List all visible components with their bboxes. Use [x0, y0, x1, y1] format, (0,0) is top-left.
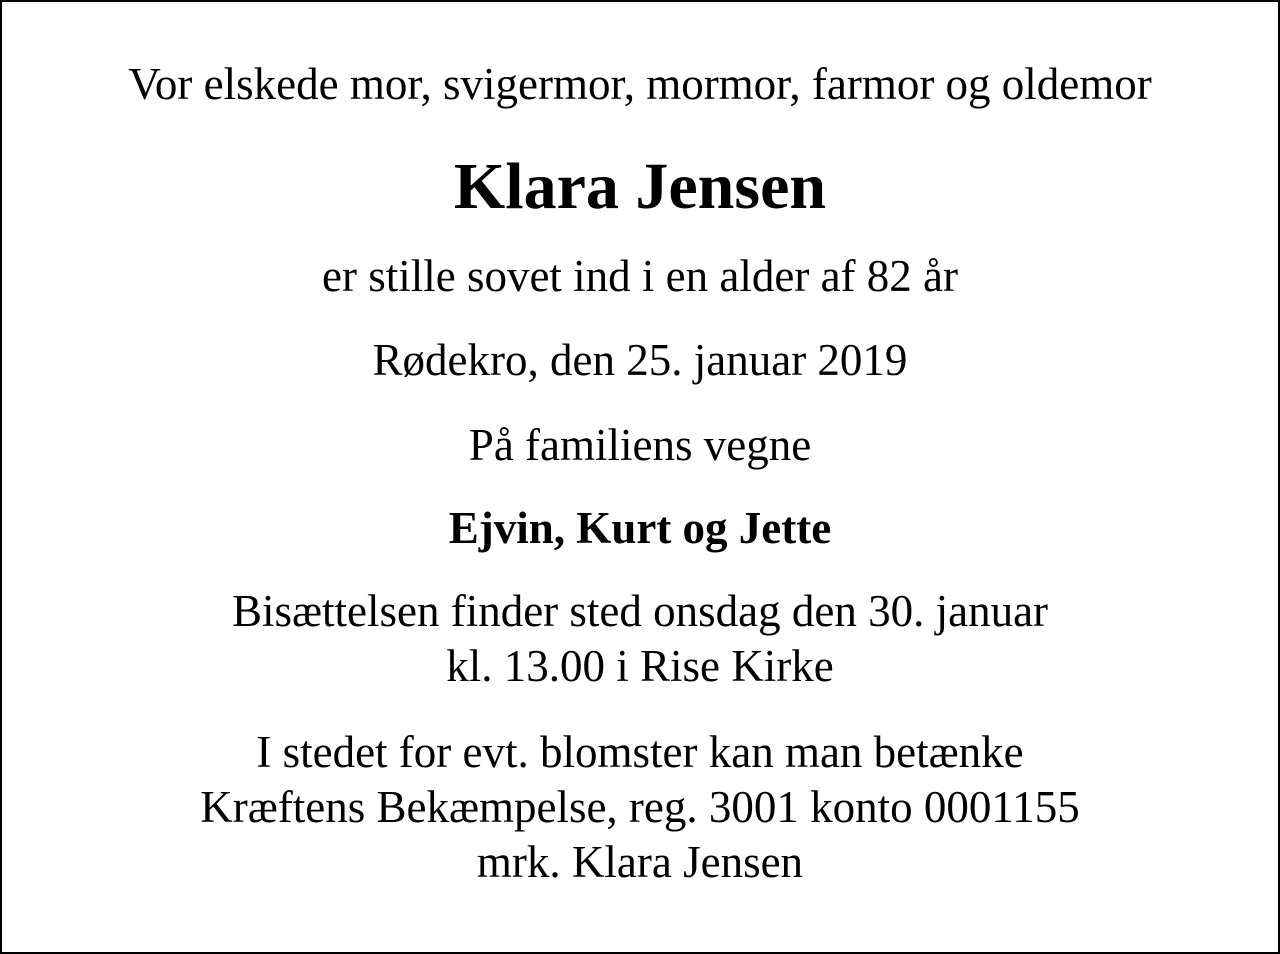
donation-line: I stedet for evt. blomster kan man betænke [256, 727, 1024, 777]
donation-info [2, 725, 1278, 890]
funeral-info [2, 584, 1278, 694]
age-text: er stille sovet ind i en alder af 82 år [321, 251, 959, 301]
deceased-name: Klara Jensen [453, 150, 827, 223]
place-date-text: Rødekro, den 25. januar 2019 [372, 335, 908, 385]
donation-line: mrk. Klara Jensen [476, 837, 804, 887]
intro-text: Vor elskede mor, svigermor, mormor, farmor og oldemor [128, 59, 1152, 109]
on-behalf-text: På familiens vegne [468, 420, 812, 470]
signers-names: Ejvin, Kurt og Jette [448, 503, 832, 553]
funeral-line: Bisættelsen finder sted onsdag den 30. januar [231, 586, 1049, 636]
funeral-line: kl. 13.00 i Rise Kirke [446, 641, 834, 691]
donation-line: Kræftens Bekæmpelse, reg. 3001 konto 0001155 [200, 782, 1080, 832]
